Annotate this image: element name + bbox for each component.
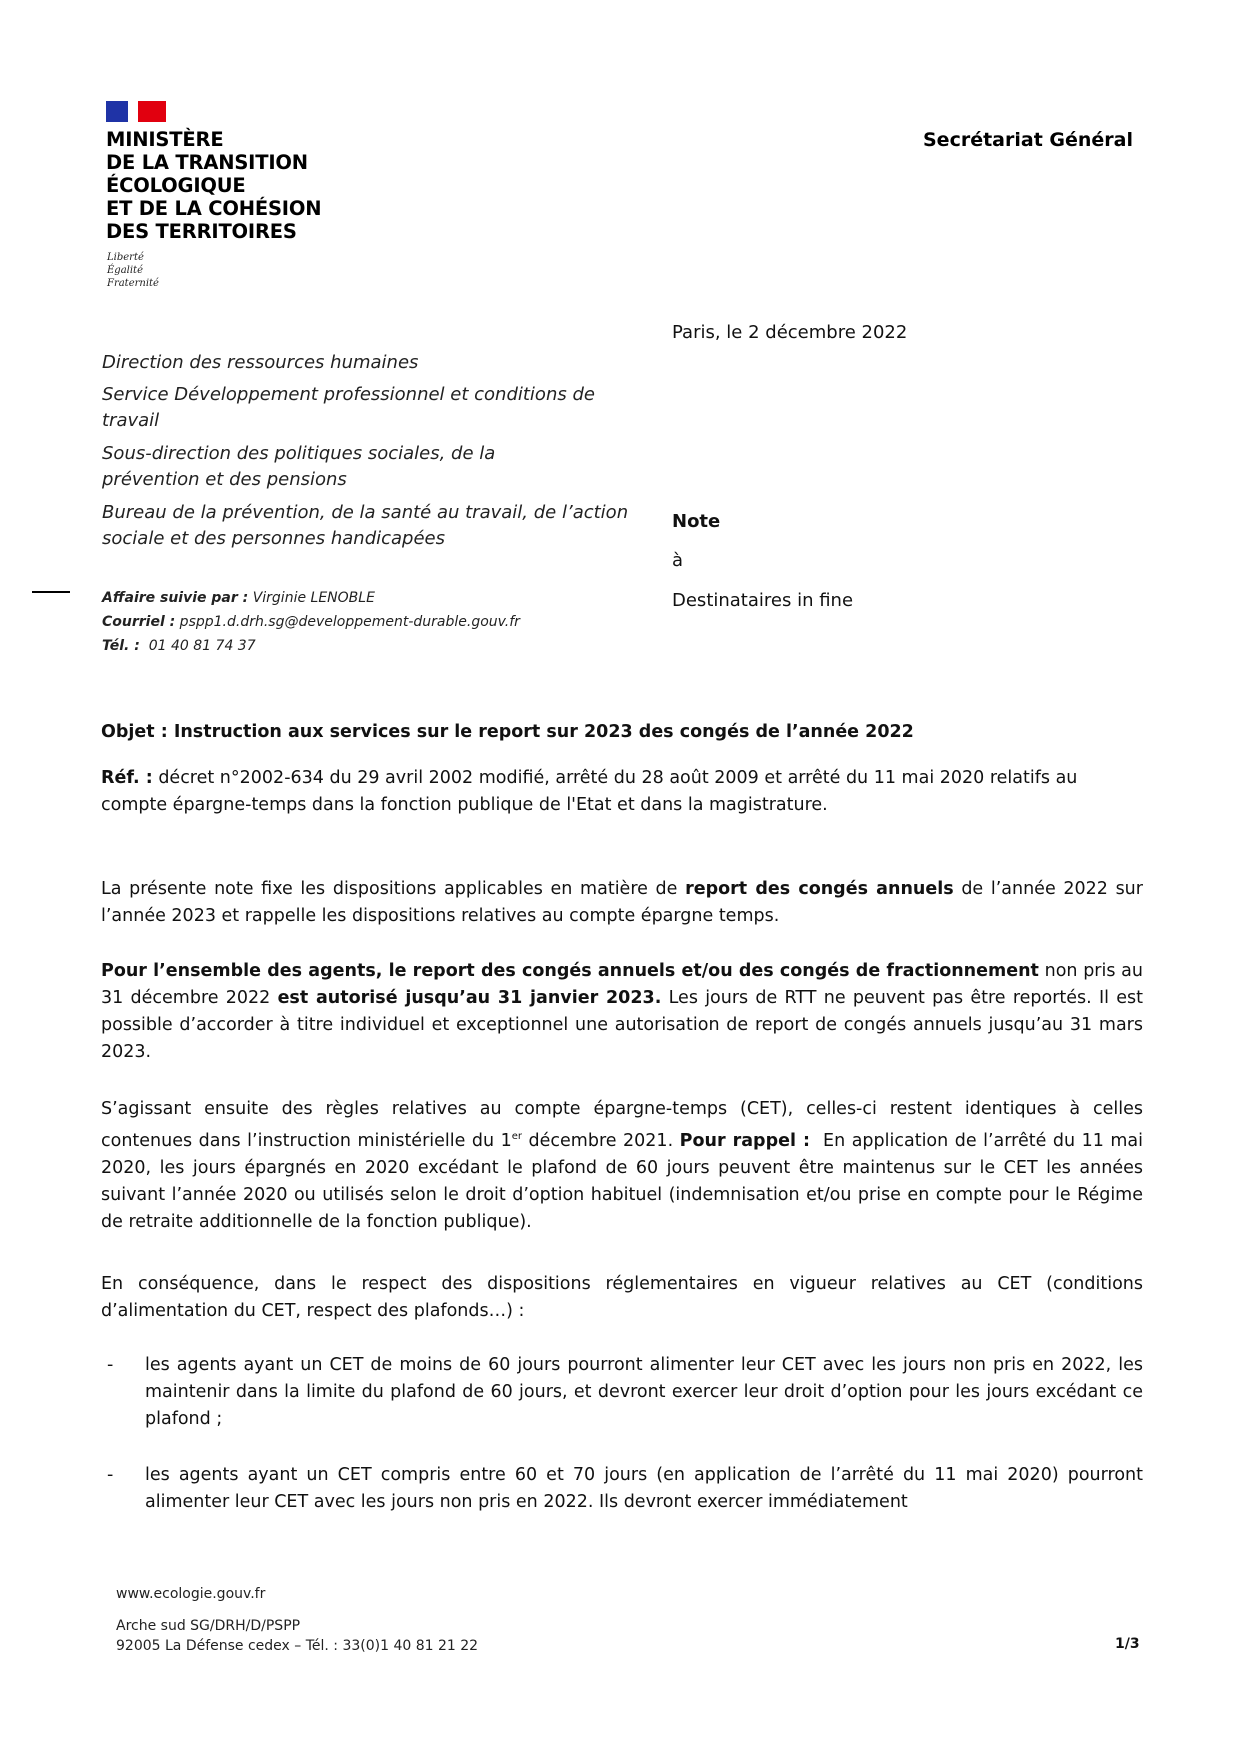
bullet-marker: - [107, 1465, 114, 1485]
ministry-line: DES TERRITOIRES [106, 220, 297, 243]
motto-line: Liberté [107, 252, 144, 263]
text-run: S’agissant ensuite des règles relatives au compte épargne-temps (CET), celles-ci restent identiques à celles contenues dans l’instruction ministérielle du 1 [101, 1099, 1143, 1151]
sender-unit: Bureau de la prévention, de la santé au travail, de l’action sociale et des personnes handicapées [102, 502, 629, 549]
motto-line: Égalité [107, 265, 143, 276]
paragraph-cet [101, 1096, 1149, 1236]
footer-address-line2: 92005 La Défense cedex – Tél. : 33(0)1 40 81 21 22 [116, 1638, 479, 1654]
ministry-line: DE LA TRANSITION [106, 151, 308, 174]
text-emphasis: est autorisé jusqu’au 31 janvier 2023. [277, 988, 662, 1008]
footer-address-line1: Arche sud SG/DRH/D/PSPP [116, 1618, 301, 1634]
list-item: les agents ayant un CET de moins de 60 jours pourront alimenter leur CET avec les jours non pris en 2022, les maintenir dans la limite du plafond de 60 jours, et devront exercer leur droit d’option pour les jours excédant ce plafond ; [145, 1355, 1143, 1429]
sender-unit: Service Développement professionnel et conditions de travail [102, 384, 595, 431]
reference-text: décret n°2002-634 du 29 avril 2002 modifié, arrêté du 28 août 2009 et arrêté du 11 mai 2020 relatifs au compte épargne-temps dans la fonction publique de l'Etat et dans la magistrature. [101, 768, 1078, 815]
text-emphasis: Pour rappel : [679, 1130, 811, 1151]
ministry-line: ET DE LA COHÉSION [106, 197, 322, 220]
email-link[interactable]: pspp1.d.drh.sg@developpement-durable.gouv.fr [175, 614, 520, 630]
republic-motto [107, 251, 159, 290]
text-run: Les jours de RTT ne peuvent pas être reportés. Il est possible d’accorder à titre individuel et exceptionnel une autorisation de report de congés annuels jusqu’au 31 mars 2023. [101, 988, 1143, 1062]
recipients: Destinataires in fine [672, 590, 854, 611]
paragraph-report [101, 958, 1143, 1066]
text-run: décembre 2021. [522, 1130, 680, 1151]
margin-rule [32, 591, 70, 593]
subject-text: Instruction aux services sur le report sur 2023 des congés de l’année 2022 [167, 722, 914, 742]
ministry-line: MINISTÈRE [106, 128, 224, 151]
motto-line: Fraternité [107, 278, 159, 289]
followed-by-label: Affaire suivie par : [102, 590, 249, 606]
tel-label: Tél. : [102, 638, 140, 654]
footer-website[interactable]: www.ecologie.gouv.fr [116, 1586, 266, 1602]
marianne-flag-icon [106, 101, 166, 122]
subject-label: Objet : [101, 722, 168, 742]
sender-unit: Sous-direction des politiques sociales, de la prévention et des pensions [102, 443, 496, 490]
tel-value: 01 40 81 74 37 [139, 638, 256, 654]
text-emphasis: Pour l’ensemble des agents, le report des congés annuels et/ou des congés de fractionnement [101, 961, 1039, 981]
note-label: Note [672, 511, 721, 532]
text-run: La présente note fixe les dispositions applicables en matière de [101, 879, 686, 899]
flag-red-band [138, 101, 166, 122]
text-run: non pris au 31 décembre 2022 [101, 961, 1143, 1008]
text-run: En application de l’arrêté du 11 mai 2020, les jours épargnés en 2020 excédant le plafond de 60 jours peuvent être maintenus sur le CET les années suivant l’année 2020 ou utilisés selon le droit d’option habituel (indemnisation et/ou prise en compte pour le Régime de retraite additionnelle de la fonction publique). [101, 1130, 1149, 1232]
document-date: Paris, le 2 décembre 2022 [672, 322, 908, 343]
secretariat-title: Secrétariat Général [923, 129, 1133, 151]
text-emphasis: report des congés annuels [685, 879, 954, 899]
followed-by-value: Virginie LENOBLE [248, 590, 375, 606]
ministry-line: ÉCOLOGIQUE [106, 174, 246, 197]
reference [101, 765, 1146, 819]
followed-by [102, 586, 375, 610]
email-label: Courriel : [102, 614, 176, 630]
sender-unit: Direction des ressources humaines [102, 352, 419, 373]
ministry-name [106, 128, 321, 243]
paragraph-consequence: En conséquence, dans le respect des dispositions réglementaires en vigueur relatives au CET (conditions d’alimentation du CET, respect des plafonds…) : [101, 1274, 1143, 1321]
superscript: er [511, 1131, 523, 1142]
to-label: à [672, 550, 684, 571]
list-item: les agents ayant un CET compris entre 60 et 70 jours (en application de l’arrêté du 11 mai 2020) pourront alimenter leur CET avec les jours non pris en 2022. Ils devront exercer immédiatement [145, 1465, 1143, 1512]
reference-label: Réf. : [101, 768, 153, 788]
email [102, 610, 520, 634]
text-run: de l’année 2022 sur l’année 2023 et rappelle les dispositions relatives au compte épargne temps. [101, 879, 1143, 926]
paragraph-intro [101, 876, 1143, 930]
page-number: 1/3 [1115, 1636, 1140, 1652]
subject [101, 722, 914, 742]
telephone [102, 634, 256, 658]
bullet-marker: - [107, 1355, 114, 1375]
